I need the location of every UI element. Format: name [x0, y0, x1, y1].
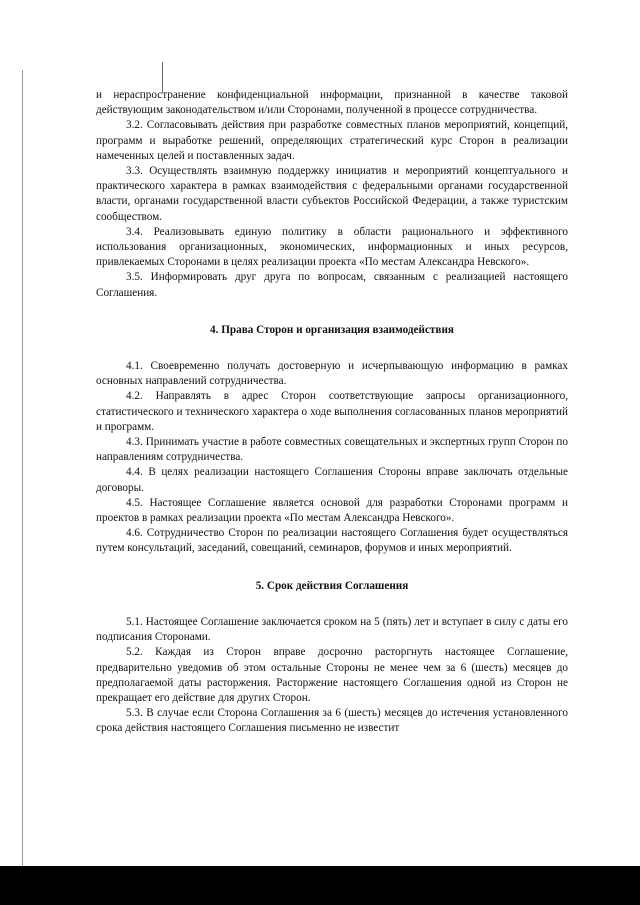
scan-left-edge [22, 70, 23, 870]
document-body [96, 88, 568, 737]
paragraph-5-2: 5.2. Каждая из Сторон вправе досрочно расторгнуть настоящее Соглашение, предварительно уведомив об этом остальные Стороны не менее чем за 6 (шесть) месяцев до предполагаемой даты расторжения. Расторжение настоящего Соглашения одной из Сторон не прекращает его действие для других Сторон. [96, 646, 568, 704]
paragraph-5-1: 5.1. Настоящее Соглашение заключается сроком на 5 (пять) лет и вступает в силу с даты его подписания Сторонами. [96, 615, 568, 644]
paragraph-5-3: 5.3. В случае если Сторона Соглашения за 6 (шесть) месяцев до истечения установленного срока действия настоящего Соглашения письменно не известит [96, 707, 568, 735]
section-5-heading: 5. Срок действия Соглашения [255, 579, 409, 592]
paragraph-4-3: 4.3. Принимать участие в работе совместных совещательных и экспертных групп Сторон по направлениям сотрудничества. [96, 436, 568, 464]
paragraph-4-1: 4.1. Своевременно получать достоверную и исчерпывающую информацию в рамках основных направлений сотрудничества. [96, 360, 568, 388]
paragraph-4-4: 4.4. В целях реализации настоящего Соглашения Стороны вправе заключать отдельные договоры. [96, 466, 568, 494]
paragraph-4-2: 4.2. Направлять в адрес Сторон соответствующие запросы организационного, статистического и технического характера о ходе выполнения согласованных планов мероприятий и программ. [96, 390, 568, 433]
paragraph-3-4: 3.4. Реализовывать единую политику в области рационального и эффективного использования организационных, экономических, информационных и иных ресурсов, привлекаемых Сторонами в целях реализации проекта «По местам Александра Невского». [96, 225, 568, 269]
paragraph-4-5: 4.5. Настоящее Соглашение является основой для разработки Сторонами программ и проектов в рамках реализации проекта «По местам Александра Невского». [96, 496, 568, 525]
section-4-heading: 4. Права Сторон и организация взаимодействия [210, 323, 454, 336]
paragraph-3-3: 3.3. Осуществлять взаимную поддержку инициатив и мероприятий концептуального и практического характера в рамках взаимодействия с федеральными органами государственной власти, органами государственной власти субъектов Российской Федерации, а также туристским сообществом. [96, 165, 568, 223]
paragraph-3-2: 3.2. Согласовывать действия при разработке совместных планов мероприятий, концепций, программ и выработке решений, определяющих стратегический курс Сторон в реализации намеченных целей и поставленных задач. [96, 119, 568, 162]
scan-bottom-border [0, 866, 640, 905]
paragraph-3-5: 3.5. Информировать друг друга по вопросам, связанным с реализацией настоящего Соглашения. [96, 271, 568, 299]
paragraph-continuation: и нераспространение конфиденциальной информации, признанной в качестве таковой действующим законодательством и/или Сторонами, полученной в процессе сотрудничества. [96, 89, 568, 117]
paragraph-4-6: 4.6. Сотрудничество Сторон по реализации настоящего Соглашения будет осуществляться путем консультаций, заседаний, совещаний, семинаров, форумов и иных мероприятий. [96, 527, 568, 555]
